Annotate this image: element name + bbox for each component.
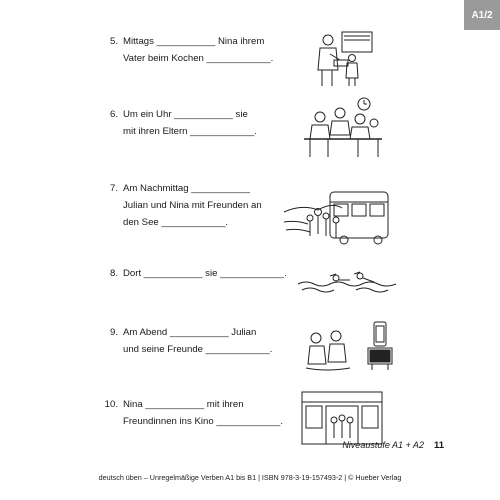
exercise-line: Vater beim Kochen ____________.: [123, 53, 274, 64]
watching-tv-illustration: [302, 318, 398, 374]
exercise-line: Nina ___________ mit ihren: [123, 399, 244, 410]
exercise-8: [104, 265, 287, 282]
exercise-line: Julian und Nina mit Freunden an: [123, 200, 262, 211]
exercise-number: 6.: [109, 109, 118, 120]
exercise-line: den See ____________.: [123, 217, 229, 228]
exercise-number: 10.: [104, 399, 118, 410]
bus-lake-illustration: [282, 182, 394, 246]
exercise-number: 7.: [109, 183, 118, 194]
exercise-number: 5.: [109, 36, 118, 47]
exercise-line: Am Nachmittag ___________: [123, 183, 250, 194]
exercise-line: Dort ___________ sie ____________.: [123, 268, 287, 279]
exercise-number: 9.: [109, 327, 118, 338]
page-number: 11: [433, 440, 444, 451]
swimming-illustration: [296, 268, 400, 294]
cinema-illustration: [300, 390, 384, 446]
family-lunch-illustration: [298, 95, 388, 161]
publisher-credits: deutsch üben – Unregelmäßige Verben A1 bis B1 | ISBN 978-3-19-157493-2 | © Hueber Verlag: [98, 473, 402, 482]
level-tab: A1/2: [464, 0, 500, 30]
exercise-6: [104, 106, 257, 140]
exercise-line: Freundinnen ins Kino ____________.: [123, 416, 284, 427]
exercise-9: [104, 324, 272, 358]
exercise-line: Mittags ___________ Nina ihrem: [123, 36, 265, 47]
exercise-line: mit ihren Eltern ____________.: [123, 126, 257, 137]
exercise-5: [104, 33, 273, 67]
level-label: Niveaustufe A1 + A2: [342, 440, 424, 450]
exercise-line: und seine Freunde ____________.: [123, 344, 273, 355]
cooking-illustration: [300, 30, 380, 88]
exercise-7: [104, 180, 262, 231]
exercise-10: [104, 396, 283, 430]
exercise-line: Am Abend ___________ Julian: [123, 327, 257, 338]
exercise-number: 8.: [109, 268, 118, 279]
exercise-line: Um ein Uhr ___________ sie: [123, 109, 248, 120]
page-footer-right: [342, 440, 444, 451]
